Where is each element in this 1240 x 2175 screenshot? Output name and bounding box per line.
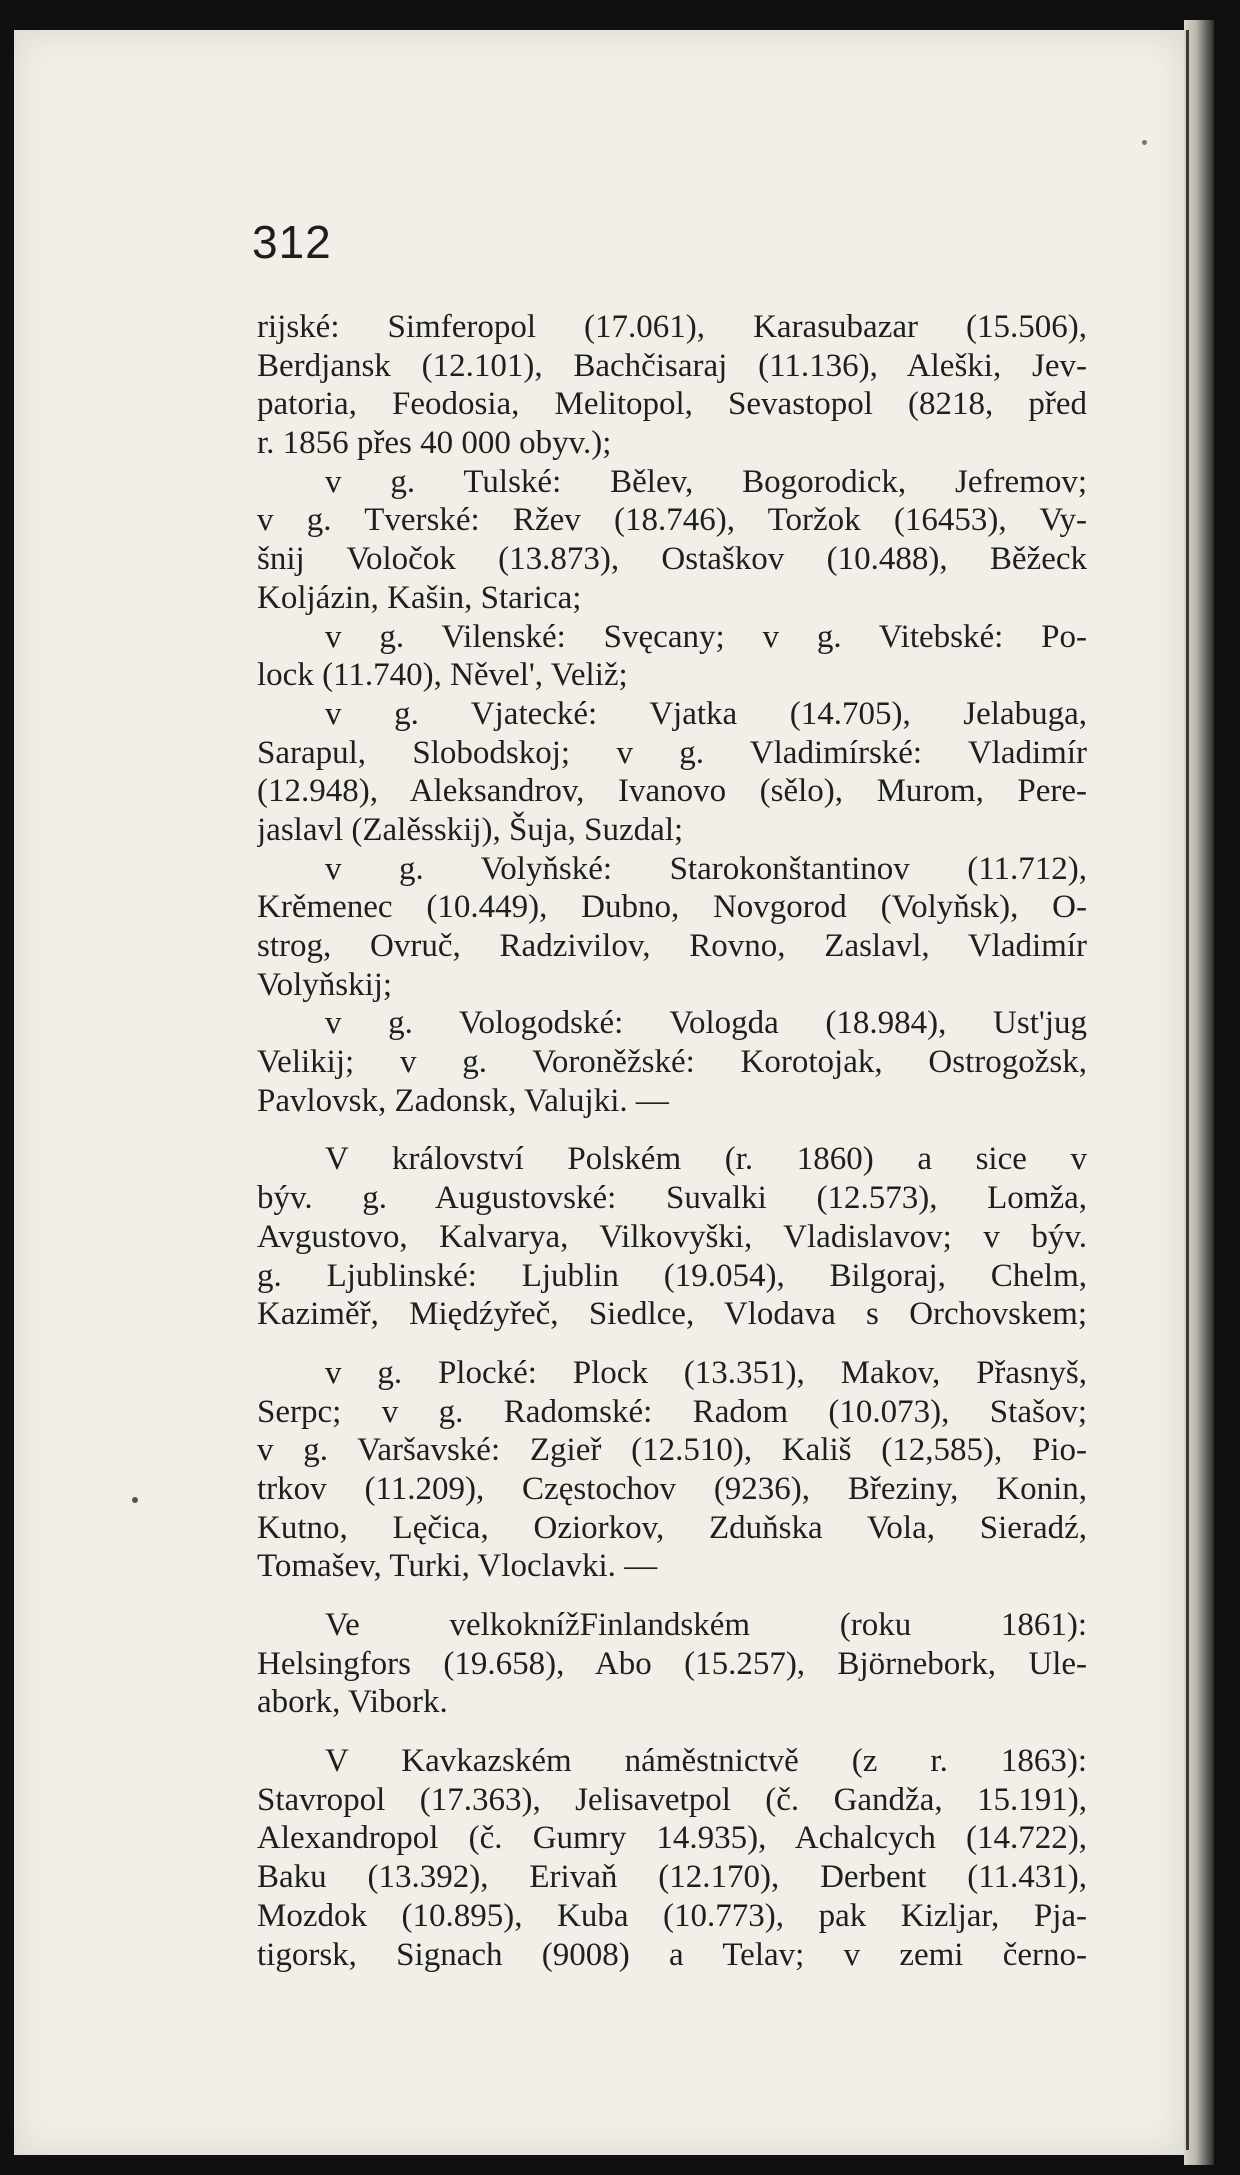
text-line: Alexandropol (č. Gumry 14.935), Achalcych (14.722),: [257, 1820, 1087, 1857]
paragraph-gap: [257, 1586, 1087, 1606]
text-line: abork, Vibork.: [257, 1684, 448, 1721]
text-line: V království Polském (r. 1860) a sice v: [325, 1141, 1087, 1178]
text-line: v g. Vilenské: Svęcany; v g. Vitebské: Po-: [325, 618, 1087, 655]
text-line: Kutno, Lęčica, Oziorkov, Zduňska Vola, Sieradź,: [257, 1509, 1087, 1546]
text-line: r. 1856 přes 40 000 obyv.);: [257, 425, 612, 462]
text-line: Avgustovo, Kalvarya, Vilkovyški, Vladislavov; v býv.: [257, 1218, 1087, 1255]
text-line: jaslavl (Zalěsskij), Šuja, Suzdal;: [257, 811, 684, 848]
text-line: v g. Varšavské: Zgieř (12.510), Kališ (12,585), Pio-: [257, 1432, 1087, 1469]
text-line: v g. Volyňské: Starokonštantinov (11.712),: [325, 850, 1087, 887]
page-number: 312: [252, 216, 332, 268]
text-line: Baku (13.392), Erivaň (12.170), Derbent (11.431),: [257, 1859, 1087, 1896]
text-line: g. Ljublinské: Ljublin (19.054), Bilgoraj, Chelm,: [257, 1257, 1087, 1294]
text-line: V Kavkazském náměstnictvě (z r. 1863):: [325, 1743, 1087, 1780]
text-line: rijské: Simferopol (17.061), Karasubazar (15.506),: [257, 309, 1087, 345]
text-line: Serpc; v g. Radomské: Radom (10.073), Stašov;: [257, 1393, 1087, 1430]
text-line: trkov (11.209), Częstochov (9236), Březiny, Konin,: [257, 1470, 1087, 1507]
text-line: v g. Tverské: Ržev (18.746), Toržok (16453), Vy-: [257, 502, 1087, 539]
text-line: Volyňskij;: [257, 966, 393, 1003]
body-text: [257, 308, 1087, 1974]
text-line: Berdjansk (12.101), Bachčisaraj (11.136), Aleški, Jev-: [257, 347, 1087, 384]
text-line: Ve velkoknížFinlandském (roku 1861):: [325, 1607, 1087, 1643]
text-line: Kaziměř, Międźyřeč, Siedlce, Vlodava s Orchovskem;: [257, 1296, 1087, 1333]
text-line: v g. Plocké: Plock (13.351), Makov, Přasnyš,: [325, 1354, 1087, 1391]
text-line: šnij Voločok (13.873), Ostaškov (10.488), Běžeck: [257, 541, 1087, 578]
text-line: patoria, Feodosia, Melitopol, Sevastopol (8218, před: [257, 386, 1087, 423]
text-line: v g. Tulské: Bělev, Bogorodick, Jefremov;: [325, 463, 1087, 500]
text-line: Mozdok (10.895), Kuba (10.773), pak Kizljar, Pja-: [257, 1897, 1087, 1934]
text-line: Tomašev, Turki, Vloclavki. —: [257, 1548, 658, 1585]
text-line: Koljázin, Kašin, Starica;: [257, 579, 582, 616]
spine-shadow: [1186, 30, 1189, 2150]
text-line: (12.948), Aleksandrov, Ivanovo (sělo), Murom, Pere-: [257, 773, 1087, 810]
text-line: Velikij; v g. Voroněžské: Korotojak, Ostrogožsk,: [257, 1044, 1087, 1081]
text-line: Sarapul, Slobodskoj; v g. Vladimírské: Vladimír: [257, 734, 1087, 771]
speck: [1142, 140, 1147, 145]
text-line: býv. g. Augustovské: Suvalki (12.573), Lomža,: [257, 1180, 1087, 1217]
paragraph-gap: [257, 1334, 1087, 1354]
paragraph-gap: [257, 1722, 1087, 1742]
text-line: Stavropol (17.363), Jelisavetpol (č. Gandža, 15.191),: [257, 1781, 1087, 1818]
text-line: v g. Vjatecké: Vjatka (14.705), Jelabuga,: [325, 695, 1087, 732]
text-line: Helsingfors (19.658), Abo (15.257), Björnebork, Ule-: [257, 1645, 1087, 1682]
text-line: v g. Vologodské: Vologda (18.984), Ust'jug: [325, 1005, 1087, 1042]
margin-speck: [132, 1497, 138, 1503]
text-line: Pavlovsk, Zadonsk, Valujki. —: [257, 1082, 669, 1119]
text-line: lock (11.740), Něvel', Veliž;: [257, 657, 628, 694]
text-line: strog, Ovruč, Radzivilov, Rovno, Zaslavl, Vladimír: [257, 928, 1087, 964]
text-line: Krěmenec (10.449), Dubno, Novgorod (Volyňsk), O-: [257, 889, 1087, 926]
text-line: tigorsk, Signach (9008) a Telav; v zemi černo-: [257, 1936, 1087, 1973]
paragraph-gap: [257, 1120, 1087, 1140]
